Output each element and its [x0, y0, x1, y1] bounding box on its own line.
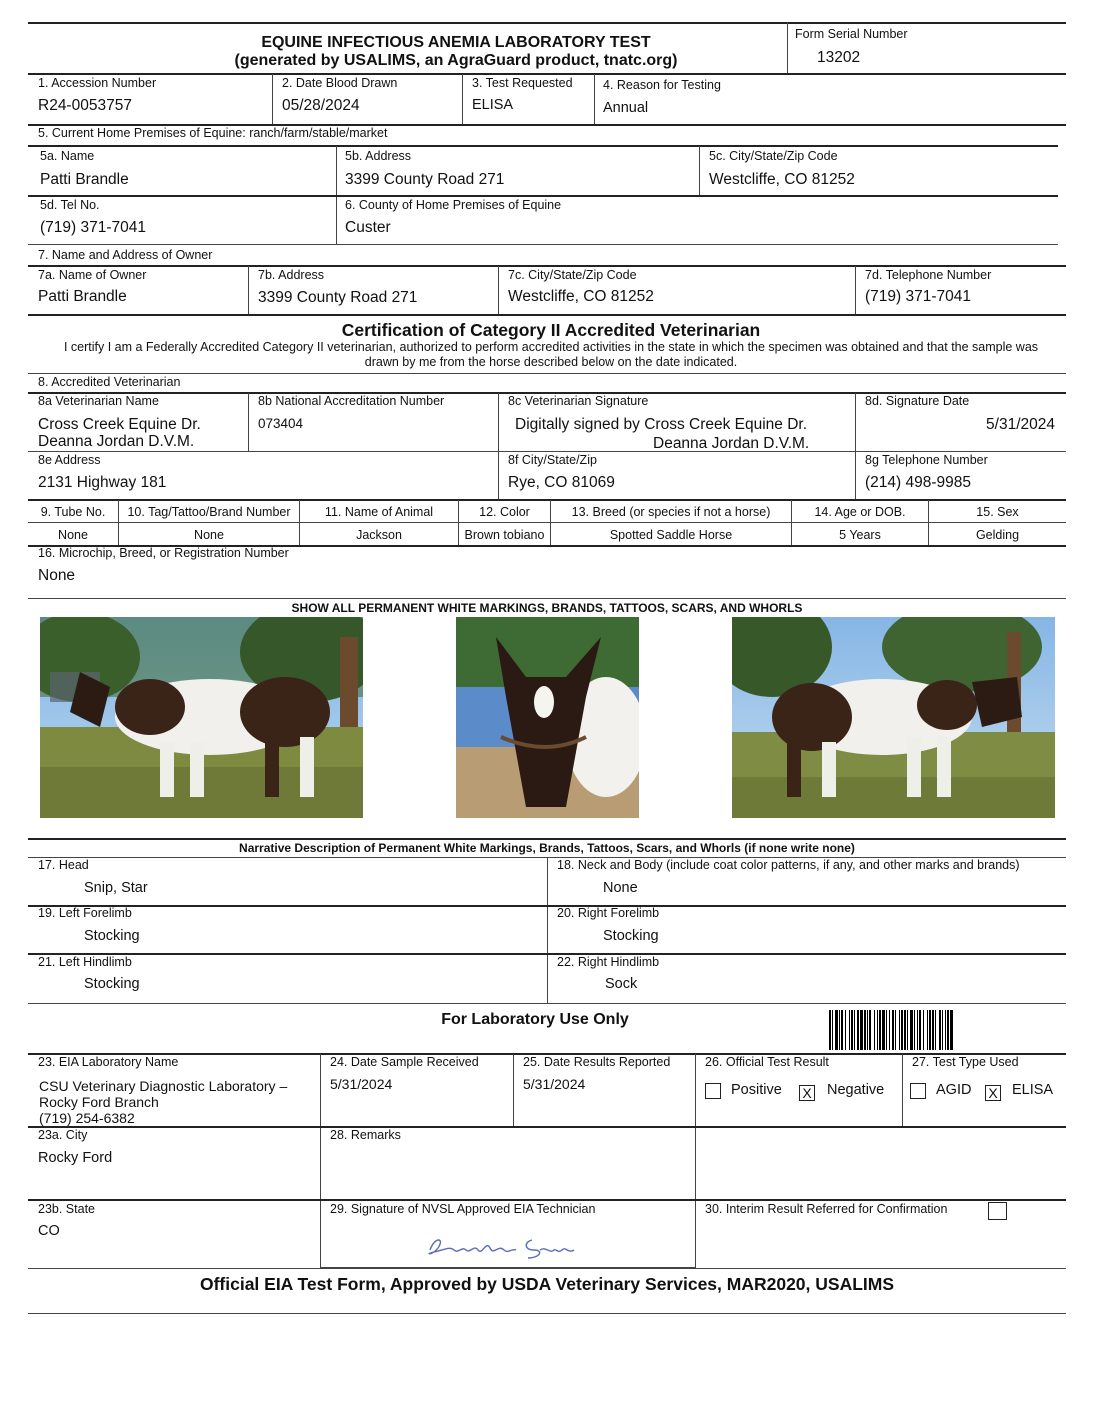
barcode [829, 1010, 1057, 1050]
premises-section-label: 5. Current Home Premises of Equine: ranch/farm/stable/market [38, 126, 388, 140]
barcode-bar [935, 1010, 936, 1050]
barcode-bar [892, 1010, 894, 1050]
barcode-bar [910, 1010, 913, 1050]
barcode-bar [942, 1010, 943, 1050]
barcode-bar [895, 1010, 896, 1050]
vet-city-value: Rye, CO 81069 [508, 474, 615, 491]
county-value: Custer [345, 219, 391, 236]
owner-address-value: 3399 County Road 271 [258, 289, 418, 306]
certification-title: Certification of Category II Accredited Veterinarian [341, 320, 761, 340]
barcode-bar [841, 1010, 843, 1050]
barcode-bar [864, 1010, 866, 1050]
date-drawn-label: 2. Date Blood Drawn [282, 76, 398, 90]
date-received-value: 5/31/2024 [330, 1076, 393, 1092]
barcode-bar [899, 1010, 900, 1050]
elisa-label: ELISA [1012, 1082, 1054, 1098]
lab-name-label: 23. EIA Laboratory Name [38, 1055, 179, 1069]
remarks-label: 28. Remarks [330, 1128, 401, 1142]
lab-name-line2: Rocky Ford Branch [39, 1094, 159, 1110]
tag-value: None [194, 528, 224, 542]
color-header: 12. Color [479, 505, 530, 519]
vet-signature-line2: Deanna Jordan D.V.M. [653, 435, 810, 452]
date-received-label: 24. Date Sample Received [330, 1055, 479, 1069]
sex-header: 15. Sex [976, 505, 1019, 519]
technician-signature [420, 1228, 590, 1264]
premises-city-value: Westcliffe, CO 81252 [709, 171, 855, 188]
vet-signature-line1: Digitally signed by Cross Creek Equine Dr. [515, 416, 808, 433]
lab-state-value: CO [38, 1223, 60, 1239]
negative-checkbox[interactable]: X [799, 1085, 815, 1101]
barcode-bar [869, 1010, 871, 1050]
vet-name-label: 8a Veterinarian Name [38, 394, 159, 408]
barcode-bar [829, 1010, 831, 1050]
vet-section-label: 8. Accredited Veterinarian [38, 375, 181, 389]
barcode-bar [939, 1010, 941, 1050]
accession-value: R24-0053757 [38, 97, 132, 114]
premises-tel-value: (719) 371-7041 [40, 219, 146, 236]
agid-checkbox[interactable] [910, 1083, 926, 1099]
form-subtitle: (generated by USALIMS, an AgraGuard product, tnatc.org) [234, 52, 678, 69]
positive-checkbox[interactable] [705, 1083, 721, 1099]
barcode-bar [907, 1010, 908, 1050]
tag-header: 10. Tag/Tattoo/Brand Number [127, 505, 291, 519]
lab-use-heading: For Laboratory Use Only [441, 1011, 629, 1028]
premises-name-value: Patti Brandle [40, 171, 129, 188]
date-reported-value: 5/31/2024 [523, 1076, 586, 1092]
barcode-bar [882, 1010, 885, 1050]
barcode-bar [877, 1010, 878, 1050]
microchip-value: None [38, 567, 76, 584]
owner-phone-value: (719) 371-7041 [865, 288, 971, 305]
barcode-bar [889, 1010, 890, 1050]
premises-address-label: 5b. Address [345, 149, 412, 163]
vet-phone-label: 8g Telephone Number [865, 453, 988, 467]
owner-section-label: 7. Name and Address of Owner [38, 248, 213, 262]
animal-name-header: 11. Name of Animal [324, 505, 434, 519]
barcode-bar [947, 1010, 949, 1050]
premises-tel-label: 5d. Tel No. [40, 198, 100, 212]
barcode-bar [832, 1010, 833, 1050]
left-hindlimb-value: Stocking [84, 976, 140, 992]
form-title: EQUINE INFECTIOUS ANEMIA LABORATORY TEST [261, 34, 651, 51]
breed-header: 13. Breed (or species if not a horse) [571, 505, 771, 519]
barcode-bar [860, 1010, 863, 1050]
microchip-label: 16. Microchip, Breed, or Registration Number [38, 546, 289, 560]
reason-label: 4. Reason for Testing [603, 78, 721, 92]
left-forelimb-label: 19. Left Forelimb [38, 906, 132, 920]
signature-date-value: 5/31/2024 [986, 416, 1055, 433]
signature-date-label: 8d. Signature Date [865, 394, 970, 408]
lab-city-label: 23a. City [38, 1128, 88, 1142]
positive-label: Positive [731, 1082, 782, 1098]
barcode-bar [867, 1010, 868, 1050]
barcode-bar [854, 1010, 855, 1050]
vet-name-line2: Deanna Jordan D.V.M. [38, 433, 195, 450]
horse-left-side-photo [40, 617, 363, 818]
age-value: 5 Years [839, 528, 881, 542]
right-hindlimb-label: 22. Right Hindlimb [557, 955, 660, 969]
barcode-bar [845, 1010, 846, 1050]
lab-state-label: 23b. State [38, 1202, 95, 1216]
agid-label: AGID [936, 1082, 972, 1098]
neck-body-value: None [603, 880, 638, 896]
vet-name-line1: Cross Creek Equine Dr. [38, 416, 201, 433]
horse-right-side-photo [732, 617, 1055, 818]
barcode-bar [857, 1010, 859, 1050]
barcode-bar [851, 1010, 853, 1050]
certification-text-2: drawn by me from the horse described below on the date indicated. [364, 355, 738, 369]
test-type-label: 27. Test Type Used [912, 1055, 1019, 1069]
owner-city-label: 7c. City/State/Zip Code [508, 268, 637, 282]
left-hindlimb-label: 21. Left Hindlimb [38, 955, 132, 969]
serial-label: Form Serial Number [795, 27, 908, 41]
sex-value: Gelding [975, 528, 1020, 542]
owner-phone-label: 7d. Telephone Number [865, 268, 992, 282]
reason-value: Annual [603, 100, 649, 116]
barcode-bar [919, 1010, 921, 1050]
barcode-bar [945, 1010, 946, 1050]
accession-label: 1. Accession Number [38, 76, 157, 90]
barcode-bar [886, 1010, 887, 1050]
barcode-bar [839, 1010, 840, 1050]
barcode-bar [904, 1010, 906, 1050]
vet-address-value: 2131 Highway 181 [38, 474, 167, 491]
test-requested-value: ELISA [472, 97, 514, 113]
animal-name-value: Jackson [356, 528, 402, 542]
left-forelimb-value: Stocking [84, 928, 140, 944]
premises-address-value: 3399 County Road 271 [345, 171, 505, 188]
accreditation-number-value: 073404 [258, 416, 304, 431]
accreditation-number-label: 8b National Accreditation Number [258, 394, 445, 408]
barcode-bar [874, 1010, 875, 1050]
owner-name-label: 7a. Name of Owner [38, 268, 147, 282]
barcode-bar [923, 1010, 924, 1050]
barcode-bar [849, 1010, 850, 1050]
negative-label: Negative [827, 1082, 885, 1098]
photos-heading: SHOW ALL PERMANENT WHITE MARKINGS, BRANDS, TATTOOS, SCARS, AND WHORLS [291, 601, 803, 615]
test-result-label: 26. Official Test Result [705, 1055, 829, 1069]
color-value: Brown tobiano [464, 528, 545, 542]
lab-phone: (719) 254-6382 [39, 1110, 135, 1126]
lab-city-value: Rocky Ford [38, 1150, 113, 1166]
owner-city-value: Westcliffe, CO 81252 [508, 288, 654, 305]
barcode-bar [929, 1010, 931, 1050]
vet-phone-value: (214) 498-9985 [865, 474, 971, 491]
age-header: 14. Age or DOB. [814, 505, 906, 519]
narrative-heading: Narrative Description of Permanent White Markings, Brands, Tattoos, Scars, and Whorls (if none write none) [239, 841, 855, 855]
county-label: 6. County of Home Premises of Equine [345, 198, 562, 212]
tube-no-header: 9. Tube No. [40, 505, 106, 519]
right-hindlimb-value: Sock [605, 976, 638, 992]
technician-signature-label: 29. Signature of NVSL Approved EIA Technician [330, 1202, 596, 1216]
premises-name-label: 5a. Name [40, 149, 95, 163]
barcode-bar [932, 1010, 934, 1050]
vet-address-label: 8e Address [38, 453, 101, 467]
barcode-bar [917, 1010, 918, 1050]
premises-city-label: 5c. City/State/Zip Code [709, 149, 838, 163]
owner-name-value: Patti Brandle [38, 288, 127, 305]
interim-checkbox[interactable] [988, 1202, 1007, 1220]
barcode-bar [914, 1010, 915, 1050]
barcode-bar [879, 1010, 881, 1050]
horse-front-photo [456, 617, 639, 818]
certification-text-1: I certify I am a Federally Accredited Category II veterinarian, authorized to perform accredited activities in the state in which the specimen was obtained and that the sample was [63, 340, 1039, 354]
lab-name-line1: CSU Veterinary Diagnostic Laboratory – [39, 1078, 288, 1094]
footer-text: Official EIA Test Form, Approved by USDA Veterinary Services, MAR2020, USALIMS [199, 1274, 895, 1294]
serial-value: 13202 [817, 49, 861, 66]
breed-value: Spotted Saddle Horse [609, 528, 733, 542]
head-label: 17. Head [38, 858, 89, 872]
barcode-bar [835, 1010, 838, 1050]
interim-result-label: 30. Interim Result Referred for Confirmation [705, 1202, 948, 1216]
vet-city-label: 8f City/State/Zip [508, 453, 597, 467]
barcode-bar [901, 1010, 903, 1050]
date-drawn-value: 05/28/2024 [282, 97, 360, 114]
right-forelimb-value: Stocking [603, 928, 659, 944]
head-value: Snip, Star [84, 880, 148, 896]
right-forelimb-label: 20. Right Forelimb [557, 906, 660, 920]
owner-address-label: 7b. Address [258, 268, 325, 282]
elisa-checkbox[interactable]: X [985, 1085, 1001, 1101]
barcode-bar [927, 1010, 928, 1050]
test-requested-label: 3. Test Requested [472, 76, 573, 90]
date-reported-label: 25. Date Results Reported [523, 1055, 671, 1069]
neck-body-label: 18. Neck and Body (include coat color patterns, if any, and other marks and brands) [557, 858, 1020, 872]
tube-no-value: None [58, 528, 88, 542]
top-border [28, 22, 1066, 24]
barcode-bar [950, 1010, 953, 1050]
vet-signature-label: 8c Veterinarian Signature [508, 394, 649, 408]
